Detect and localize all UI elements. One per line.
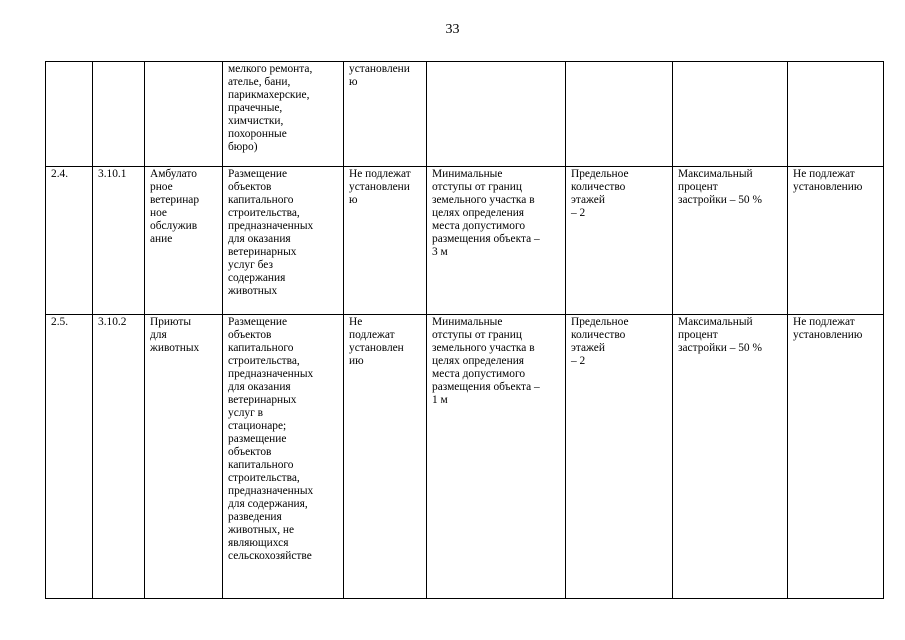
cell-number: 2.4.: [46, 167, 93, 315]
cell-description: Размещение объектов капитального строительства, предназначенных для оказания ветеринарных услуг без содержания животных: [223, 167, 344, 315]
cell-floors: Предельное количество этажей – 2: [566, 315, 673, 599]
cell-use-name: Амбулато рное ветеринар ное обслужив ание: [145, 167, 223, 315]
cell-floors: Предельное количество этажей – 2: [566, 167, 673, 315]
cell-setbacks: Минимальные отступы от границ земельного участка в целях определения места допустимого размещения объекта – 3 м: [427, 167, 566, 315]
cell-number: 2.5.: [46, 315, 93, 599]
cell-area-limits: Не подлежат установлен ию: [344, 315, 427, 599]
cell-coverage: Максимальный процент застройки – 50 %: [673, 167, 788, 315]
cell-number: [46, 62, 93, 167]
cell-coverage: Максимальный процент застройки – 50 %: [673, 315, 788, 599]
cell-setbacks: Минимальные отступы от границ земельного участка в целях определения места допустимого размещения объекта – 1 м: [427, 315, 566, 599]
cell-code: 3.10.1: [93, 167, 145, 315]
page-number: 33: [445, 22, 460, 37]
cell-code: 3.10.2: [93, 315, 145, 599]
cell-setbacks: [427, 62, 566, 167]
cell-use-name: Приюты для животных: [145, 315, 223, 599]
cell-code: [93, 62, 145, 167]
cell-area-limits: установлени ю: [344, 62, 427, 167]
table-row: [46, 62, 884, 167]
cell-area-limits: Не подлежат установлени ю: [344, 167, 427, 315]
table-row: [46, 167, 884, 315]
cell-description: мелкого ремонта, ателье, бани, парикмахерские, прачечные, химчистки, похоронные бюро): [223, 62, 344, 167]
cell-floors: [566, 62, 673, 167]
cell-other: [788, 62, 884, 167]
cell-other: Не подлежат установлению: [788, 167, 884, 315]
cell-description: Размещение объектов капитального строительства, предназначенных для оказания ветеринарных услуг в стационаре; размещение объектов капитального строительства, предназначенных для содержания, разведения животных, не являющихся сельскохозяйстве: [223, 315, 344, 599]
table-row: [46, 315, 884, 599]
cell-other: Не подлежат установлению: [788, 315, 884, 599]
zoning-regulations-table: [45, 61, 884, 599]
cell-coverage: [673, 62, 788, 167]
cell-use-name: [145, 62, 223, 167]
